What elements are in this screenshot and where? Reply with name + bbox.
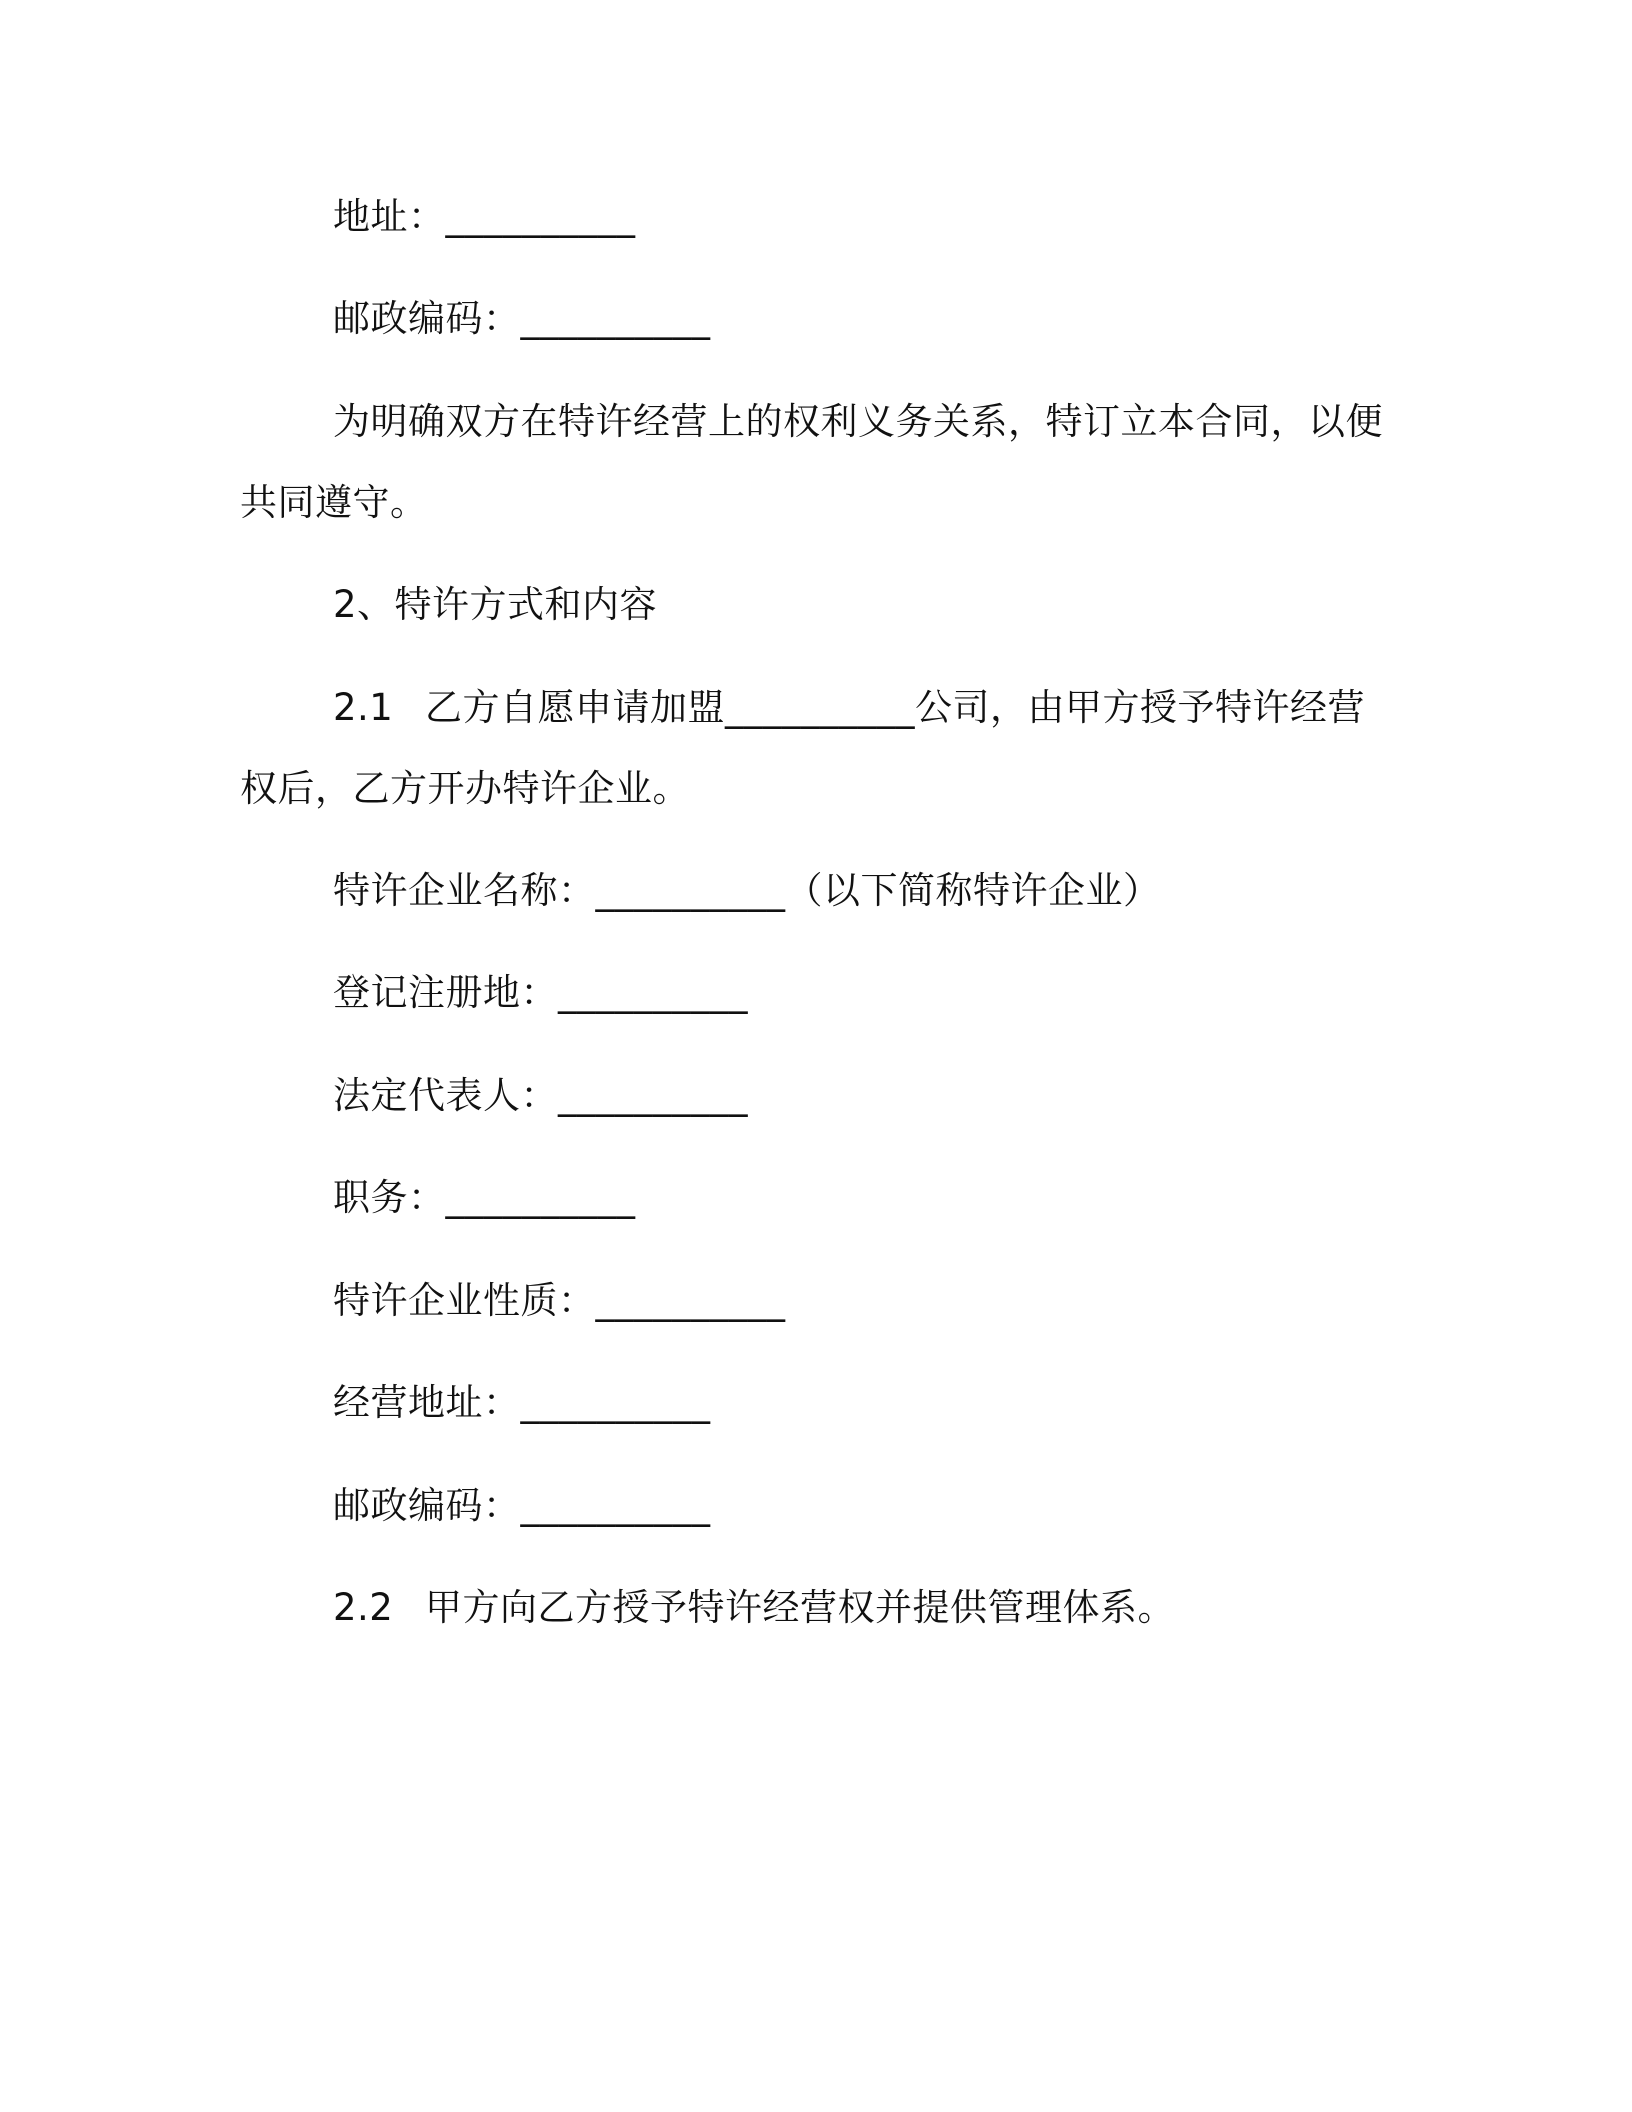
clause-2-1-line-2: 权后，乙方开办特许企业。 xyxy=(240,767,690,810)
enterprise-name-line: 特许企业名称：__________（以下简称特许企业） xyxy=(333,869,1161,912)
registered-place-line: 登记注册地：__________ xyxy=(333,971,748,1014)
postcode-line: 邮政编码：__________ xyxy=(333,297,711,340)
business-address-line: 经营地址：__________ xyxy=(333,1381,711,1424)
section-heading-2: 2、特许方式和内容 xyxy=(333,583,658,626)
address-line: 地址：__________ xyxy=(333,195,636,238)
clause-text: 乙方自愿申请加盟__________公司，由甲方授予特许经营 xyxy=(425,686,1365,729)
intro-paragraph-line-1: 为明确双方在特许经营上的权利义务关系，特订立本合同，以便 xyxy=(333,400,1383,443)
clause-number: 2.1 xyxy=(333,686,394,729)
legal-representative-line: 法定代表人：__________ xyxy=(333,1074,748,1117)
intro-paragraph-line-2: 共同遵守。 xyxy=(240,481,428,524)
clause-2-2-line xyxy=(333,1583,1175,1633)
clause-number: 2.2 xyxy=(333,1586,394,1629)
clause-text: 甲方向乙方授予特许经营权并提供管理体系。 xyxy=(425,1586,1175,1629)
clause-2-1-line-1 xyxy=(333,683,1365,733)
postcode-line-2: 邮政编码：__________ xyxy=(333,1484,711,1527)
enterprise-nature-line: 特许企业性质：__________ xyxy=(333,1279,786,1322)
position-line: 职务：__________ xyxy=(333,1176,636,1219)
